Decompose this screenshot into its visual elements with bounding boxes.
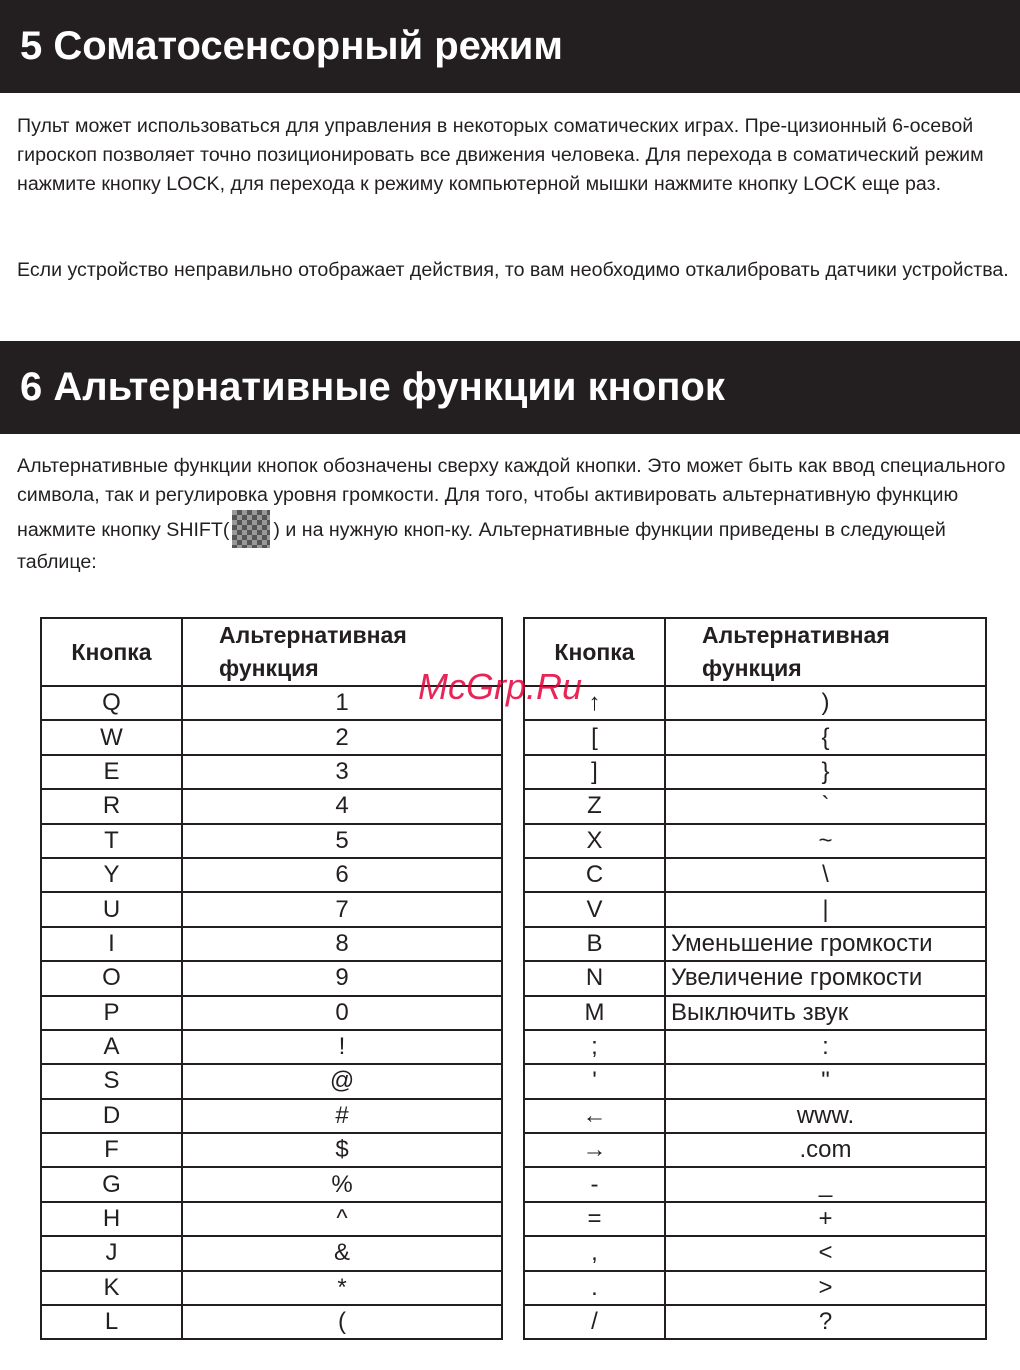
function-cell: 9 — [182, 961, 502, 995]
table-row — [41, 1030, 502, 1064]
function-cell: ) — [665, 686, 986, 720]
function-cell: ( — [182, 1305, 502, 1339]
table-row — [41, 892, 502, 926]
function-cell: .com — [665, 1133, 986, 1167]
function-cell: ? — [665, 1305, 986, 1339]
table-row — [524, 892, 986, 926]
table-row — [41, 1271, 502, 1305]
section-6-paragraph — [17, 452, 1012, 577]
alt-functions-table-left — [40, 617, 503, 1340]
function-cell: % — [182, 1167, 502, 1201]
key-cell: O — [41, 961, 182, 995]
function-cell: ~ — [665, 824, 986, 858]
alt-functions-table-right — [523, 617, 987, 1340]
table-row — [41, 755, 502, 789]
table-row — [41, 961, 502, 995]
table-row — [524, 961, 986, 995]
key-cell: C — [524, 858, 665, 892]
table-row — [524, 1202, 986, 1236]
key-cell: R — [41, 789, 182, 823]
key-cell: ↑ — [524, 686, 665, 720]
key-cell: , — [524, 1236, 665, 1270]
key-cell: W — [41, 720, 182, 754]
table-row — [524, 1271, 986, 1305]
key-cell: ' — [524, 1064, 665, 1098]
section-6-title: 6 Альтернативные функции кнопок — [20, 365, 725, 409]
key-cell: D — [41, 1099, 182, 1133]
key-cell: I — [41, 927, 182, 961]
key-cell: - — [524, 1167, 665, 1201]
shift-key-icon — [232, 510, 270, 548]
key-cell: [ — [524, 720, 665, 754]
key-cell: ← — [524, 1099, 665, 1133]
key-cell: N — [524, 961, 665, 995]
function-cell: 5 — [182, 824, 502, 858]
table-row — [41, 858, 502, 892]
table-row — [524, 686, 986, 720]
table-row — [524, 824, 986, 858]
function-cell: & — [182, 1236, 502, 1270]
key-cell: H — [41, 1202, 182, 1236]
function-cell: _ — [665, 1167, 986, 1201]
function-cell: $ — [182, 1133, 502, 1167]
table-row — [41, 1099, 502, 1133]
key-cell: = — [524, 1202, 665, 1236]
function-cell: ` — [665, 789, 986, 823]
table-row — [524, 1133, 986, 1167]
function-cell: : — [665, 1030, 986, 1064]
table-row — [41, 1167, 502, 1201]
key-cell: E — [41, 755, 182, 789]
header-key: Кнопка — [41, 618, 182, 686]
function-cell: 7 — [182, 892, 502, 926]
section-6-heading — [0, 341, 1020, 434]
key-cell: F — [41, 1133, 182, 1167]
header-key: Кнопка — [524, 618, 665, 686]
header-function: Альтернативная функция — [665, 618, 986, 686]
function-cell: Уменьшение громкости — [665, 927, 986, 961]
section-5-paragraph-1: Пульт может использоваться для управления в некоторых соматических играх. Пре-цизионный 6-осевой гироскоп позволяет точно позиционировать все движения человека. Для перехода в соматический режим нажмите кнопку LOCK, для перехода к режиму компьютерной мышки нажмите кнопку LOCK еще раз. — [17, 115, 984, 195]
table-row — [524, 927, 986, 961]
section-5-heading — [0, 0, 1020, 93]
key-cell: → — [524, 1133, 665, 1167]
paragraph-text-before-icon: Альтернативные функции кнопок обозначены сверху каждой кнопки. Это может быть как ввод специального символа, так и регулировка уровня громкости. Для того, чтобы активировать альтернативную функцию нажмите кнопку SHIFT( — [17, 455, 1006, 541]
key-cell: ; — [524, 1030, 665, 1064]
table-row — [41, 1133, 502, 1167]
function-cell: " — [665, 1064, 986, 1098]
header-function: Альтернативная функция — [182, 618, 502, 686]
function-cell: \ — [665, 858, 986, 892]
table-row — [41, 789, 502, 823]
key-cell: B — [524, 927, 665, 961]
function-cell: 2 — [182, 720, 502, 754]
table-header-row — [524, 618, 986, 686]
table-row — [41, 927, 502, 961]
key-cell: . — [524, 1271, 665, 1305]
key-cell: M — [524, 996, 665, 1030]
table-row — [524, 1305, 986, 1339]
table-row — [524, 1167, 986, 1201]
table-row — [524, 755, 986, 789]
table-row — [524, 1030, 986, 1064]
table-row — [41, 720, 502, 754]
function-cell: ! — [182, 1030, 502, 1064]
function-cell: 1 — [182, 686, 502, 720]
paragraph-text-after-icon: ) и на нужную кноп-ку. Альтернативные функции приведены в следующей таблице: — [17, 519, 946, 573]
key-cell: A — [41, 1030, 182, 1064]
function-cell: Выключить звук — [665, 996, 986, 1030]
function-cell: } — [665, 755, 986, 789]
table-row — [41, 1064, 502, 1098]
function-cell: 6 — [182, 858, 502, 892]
table-row — [524, 720, 986, 754]
function-cell: + — [665, 1202, 986, 1236]
key-cell: J — [41, 1236, 182, 1270]
table-row — [524, 1236, 986, 1270]
table-row — [524, 1064, 986, 1098]
key-cell: V — [524, 892, 665, 926]
table-row — [41, 824, 502, 858]
function-cell: > — [665, 1271, 986, 1305]
key-cell: Q — [41, 686, 182, 720]
key-cell: S — [41, 1064, 182, 1098]
function-cell: < — [665, 1236, 986, 1270]
key-cell: Z — [524, 789, 665, 823]
key-cell: G — [41, 1167, 182, 1201]
watermark: McGrp.Ru — [418, 666, 583, 707]
function-cell: # — [182, 1099, 502, 1133]
function-cell: 0 — [182, 996, 502, 1030]
table-row — [41, 1236, 502, 1270]
key-cell: K — [41, 1271, 182, 1305]
table-row — [524, 858, 986, 892]
function-cell: 3 — [182, 755, 502, 789]
key-cell: ] — [524, 755, 665, 789]
function-cell: Увеличение громкости — [665, 961, 986, 995]
key-cell: L — [41, 1305, 182, 1339]
table-row — [524, 996, 986, 1030]
section-5-title: 5 Соматосенсорный режим — [20, 24, 563, 68]
function-cell: | — [665, 892, 986, 926]
key-cell: U — [41, 892, 182, 926]
key-cell: T — [41, 824, 182, 858]
key-cell: P — [41, 996, 182, 1030]
section-5-paragraph-2: Если устройство неправильно отображает действия, то вам необходимо откалибровать датчики устройства. — [17, 259, 1009, 281]
function-cell: www. — [665, 1099, 986, 1133]
table-row — [41, 1202, 502, 1236]
function-cell: 4 — [182, 789, 502, 823]
function-cell: @ — [182, 1064, 502, 1098]
table-row — [41, 996, 502, 1030]
table-row — [524, 789, 986, 823]
key-cell: Y — [41, 858, 182, 892]
function-cell: ^ — [182, 1202, 502, 1236]
table-row — [524, 1099, 986, 1133]
function-cell: { — [665, 720, 986, 754]
key-cell: X — [524, 824, 665, 858]
table-row — [41, 1305, 502, 1339]
function-cell: 8 — [182, 927, 502, 961]
function-cell: * — [182, 1271, 502, 1305]
key-cell: / — [524, 1305, 665, 1339]
